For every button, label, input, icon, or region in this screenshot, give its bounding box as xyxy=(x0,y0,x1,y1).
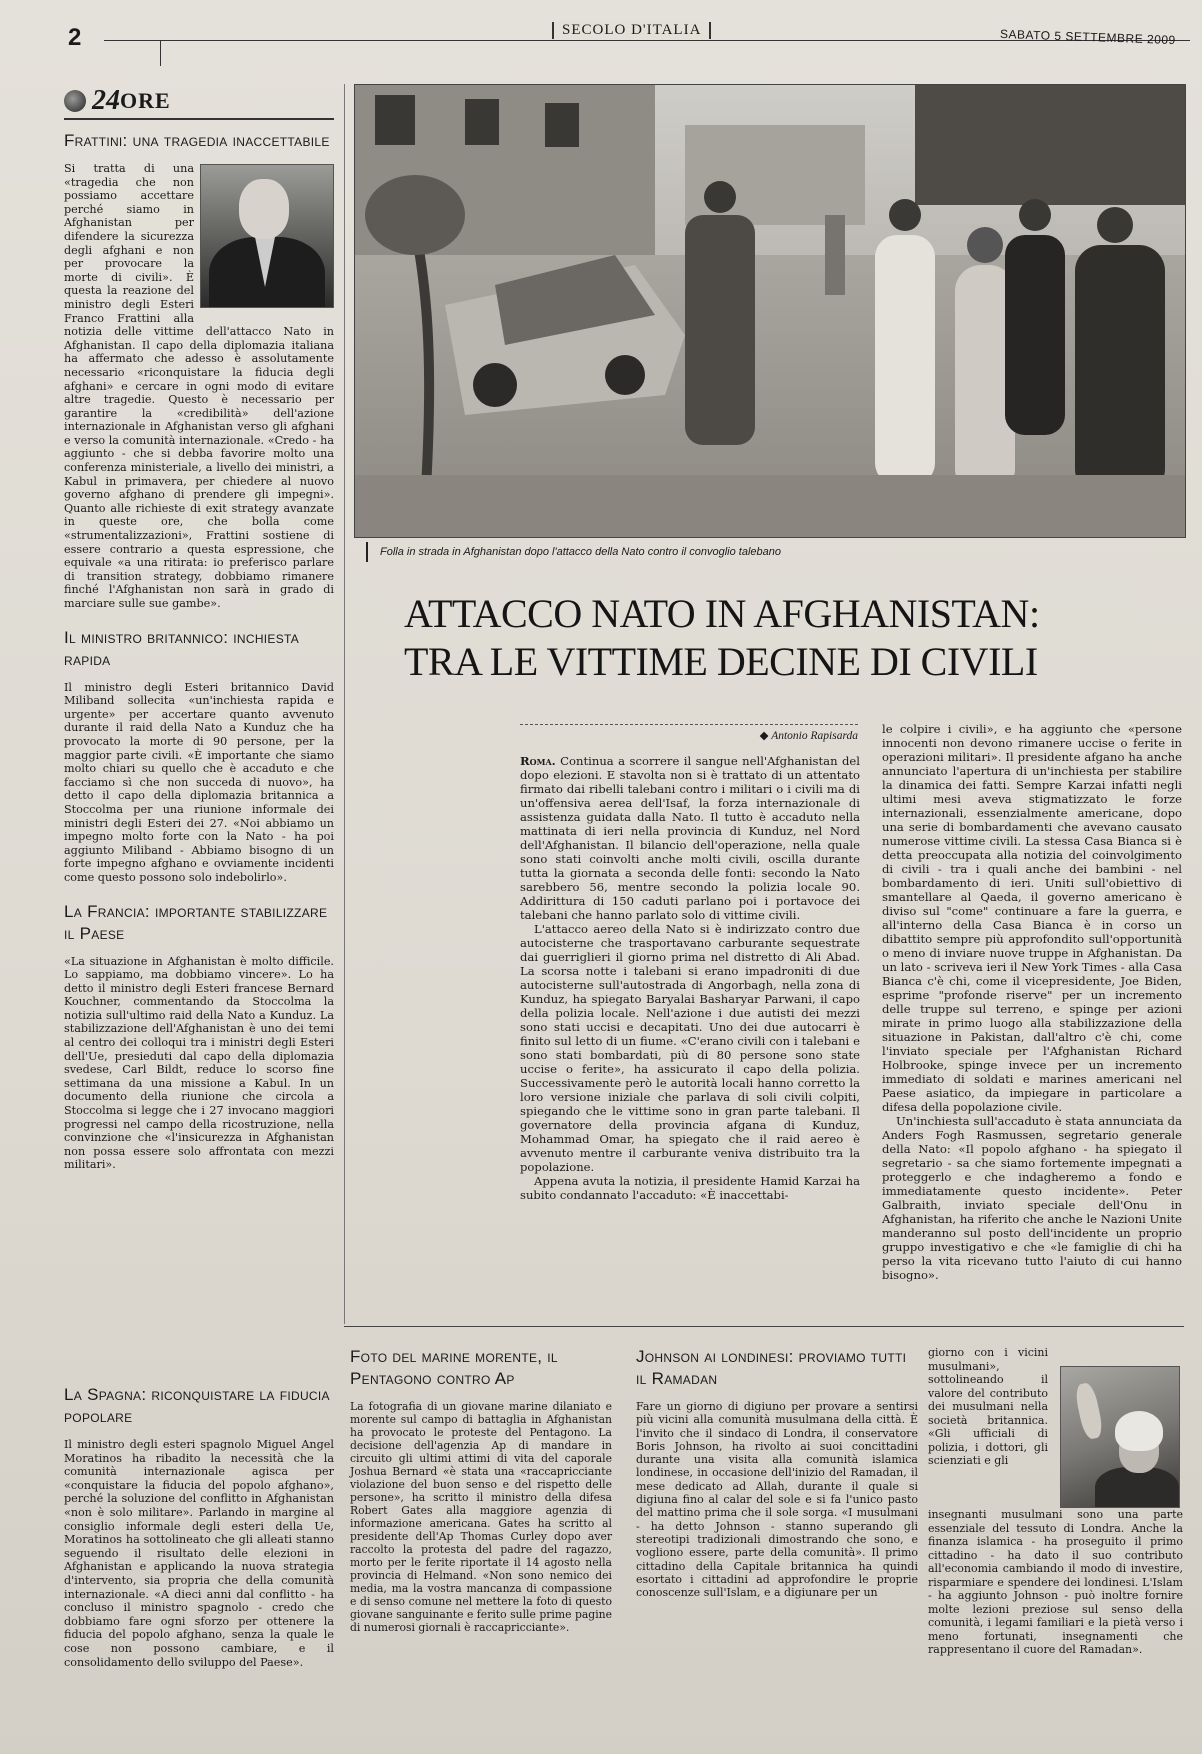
article-paragraph: Appena avuta la notizia, il presidente Hamid Karzai ha subito condannato l'accaduto: «È inaccettabi- xyxy=(520,1174,860,1202)
section-body-johnson-cont2: insegnanti musulmani sono una parte essenziale del tessuto di Londra. Anche la finanza islamica - ha proseguito il primo cittadino - ha dato il suo contributo all'economia cambiando il modo di investire, risparmiare e spendere dei londinesi. L'Islam - ha aggiunto Johnson - può inoltre fornire molte lezioni preziose sul senso della comunità, i legami familiari e la pietà verso i meno fortunati, insegnamenti che rappresentano il cuore del Ramadan». xyxy=(928,1508,1183,1656)
diamond-icon: ◆ xyxy=(759,730,769,742)
crowd-street-photo xyxy=(355,85,1185,537)
johnson-article-cont xyxy=(928,1346,1048,1468)
photo-caption: Folla in strada in Afghanistan dopo l'attacco della Nato contro il convoglio talebano xyxy=(366,542,1200,562)
page-number: 2 xyxy=(68,24,82,51)
photo-hair xyxy=(1115,1411,1163,1451)
section-title-britain: Il ministro britannico: inchiesta rapida xyxy=(64,627,300,669)
author-name: Antonio Rapisarda xyxy=(771,730,858,742)
headline-line-1: ATTACCO NATO IN AFGHANISTAN: xyxy=(404,591,1040,636)
masthead xyxy=(60,18,1190,58)
article-paragraph: Un'inchiesta sull'accaduto è stata annunciata da Anders Fogh Rasmussen, segretario generale della Nato: «Il popolo afghano - ha spiegato il segretario - sa che siamo fortemente impegnati a proteggerlo e che indagheremo a fondo e immediatamente questo incidente». Peter Galbraith, inviato speciale dell'Onu in Afghanistan, ha riferito che anche le Nazioni Unite manderanno sul posto dell'incidente un proprio gruppo investigativo e che «le famiglie di chi ha perso la vita ricevano tutto l'aiuto di cui hanno bisogno». xyxy=(882,1114,1182,1282)
johnson-article xyxy=(636,1346,918,1599)
pentagon-article xyxy=(350,1346,612,1634)
column-divider xyxy=(344,84,345,1324)
section-title-frattini: Frattini: una tragedia inaccettabile xyxy=(64,131,330,150)
section-brand xyxy=(64,84,334,120)
section-title-johnson: Johnson ai londinesi: proviamo tutti il Ramadan xyxy=(636,1347,907,1388)
dateline: Roma. xyxy=(520,754,556,768)
section-body-johnson: Fare un giorno di digiuno per provare a sentirsi più vicini alla comunità musulmana della città. È l'invito che il sindaco di Londra, il conservatore Boris Johnson, ha rivolto ai suoi concittadini durante una visita alla comunità islamica londinese, in occasione dell'inizio del Ramadan, il mese dedicato ad Allah, durante il quale si digiuna fino al calar del sole e si fa l'unico pasto del mattino prima che il sole sorga. «I musulmani - ha detto Johnson - stanno superando gli stereotipi tradizionali dimostrando che sono, e vogliono essere, parte della comunità». Il primo cittadino della Capitale britannica ha quindi esortato i cittadini ad approfondire le proprie conoscenze sull'Islam, e a digiunare per un xyxy=(636,1400,918,1600)
section-title-france: La Francia: importante stabilizzare il Paese xyxy=(64,901,328,943)
main-news-photo xyxy=(354,84,1186,538)
section-body-pentagon: La fotografia di un giovane marine dilaniato e morente sul campo di battaglia in Afghanistan ha provocato le proteste del Pentagono. La decisione dell'agenzia Ap di mandare in circuito gli ultimi attimi di vita del caporale Joshua Bernard «è stata una «raccapricciante violazione del buon senso e del rispetto delle persone», ha scritto il ministro della difesa Robert Gates alla maggiore agenzia di informazione americana. Gates ha scritto al presidente dell'Ap Thomas Curley dopo aver raccolto la protesta del padre del ragazzo, morto per le ferite riportate il 14 agosto nella provincia di Helmand. «Non sono nemico dei media, ma la vostra mancanza di compassione e di senso comune nel mettere la foto di questo giovane sanguinante e ferito sulle prime pagine di numerosi giornali è raccapricciante». xyxy=(350,1400,612,1634)
photo-hand xyxy=(1073,1382,1104,1441)
article-paragraph: le colpire i civili», e ha aggiunto che «persone innocenti non devono rimanere uccise o ferite in operazioni militari». Il presidente afgano ha anche annunciato l'apertura di un'inchiesta per stabilire la dinamica dei fatti. Sempre Karzai infatti negli ultimi mesi aveva stigmatizzato le forze internazionali, essenzialmente americane, dopo una serie di bombardamenti che avevano causato numerose vittime civili. La stessa Casa Bianca si è detta preoccupata alla notizia del coinvolgimento di civili - tra i quali anche dei bambini - nel bombardamento di ieri. Uniti sull'obiettivo di smantellare al Qaeda, il governo americano è diviso sul "come" continuare a fare la guerra, e all'interno della Casa Bianca è in corso un dibattito sempre più approfondito sull'opportunità o meno di inviare nuove truppe in Afghanistan. Da un lato - scriveva ieri il New York Times - alla Casa Bianca c'è chi, come il vicepresidente, Joe Biden, esprime "profonde riserve" per un incremento delle truppe sul terreno, e spinge per azioni mirate in primo luogo alla stabilizzazione della situazione in Pakistan, dall'altro c'è chi, come l'inviato speciale per l'Afghanistan Richard Holbrooke, spinge invece per un incremento immediato di soldati e marines americani nel Paese asiatico, da impiegare in particolare a difesa della popolazione civile. xyxy=(882,722,1182,1114)
section-body-frattini: Si tratta di una «tragedia che non possiamo accettare perché siamo in Afghanistan per difendere la sicurezza degli afghani e non per provocare la morte di civili». È questa la reazione del ministro degli Esteri Franco Frattini alla notizia delle vittime dell'attacco Nato in Afghanistan. Il capo della diplomazia italiana ha affermato che adesso è assolutamente necessario «riconquistare la fiducia degli afghani» e cercare in ogni modo di evitare altre tragedie. Questo è necessario per garantire la «credibilità» dell'azione internazionale in Afghanistan verso gli afghani e verso la comunità internazionale. «Credo - ha aggiunto - che si debba favorire molto una conferenza ministeriale, a livello dei ministri, a Kabul in primavera, per chiedere al nuovo governo afghano di prendere gli impegni». Quanto alle richieste di exit strategy avanzate in queste ore, che bolla come «strumentalizzazioni», Frattini sostiene di essere contrario a questa espressione, che equivale «a una ritirata: io preferisco parlare di transition strategy, dobbiamo rimanere finché l'Afghanistan non sarà in grado di marciare sulle sue gambe». xyxy=(64,162,334,610)
section-frattini xyxy=(64,162,334,611)
frattini-photo xyxy=(200,164,334,308)
main-article-col-1 xyxy=(520,754,860,1202)
section-body-britain: Il ministro degli Esteri britannico David Miliband sollecita «un'inchiesta rapida e urgente» per accertare quanto avvenuto durante il raid della Nato a Kunduz che ha provocato la morte di 90 persone, per la maggior parte civili. «È importante che siamo molto chiari su quello che è accaduto e che facciamo sì che non succeda di nuovo», ha detto il capo della diplomazia britannica a Stoccolma per una riunione informale dei ministri degli Esteri dei 27. «Noi abbiamo un impegno molto forte con la Nato - ha poi aggiunto Miliband - Abbiamo bisogno di un forte impegno afghano e ovviamente incidenti come questo possono solo indebolirlo». xyxy=(64,680,334,884)
section-body-france: «La situazione in Afghanistan è molto difficile. Lo sappiamo, ma dobbiamo vincere». Lo ha detto il ministro degli Esteri francese Bernard Kouchner, commentando da Stoccolma la notizia sull'ultimo raid della Nato a Kunduz. La stabilizzazione dell'Afghanistan è uno dei temi al centro dei colloqui tra i ministri degli Esteri dell'Ue, presieduti dal capo della diplomazia svedese, Carl Bildt, reduce lo scorso fine settimana da una missione a Kabul. In un documento della riunione che circola a Stoccolma si legge che i 27 invocano maggiori progressi nel campo della ricostruzione, nella convinzione che «l'insicurezza in Afghanistan non possa essere solo affrontata con mezzi militari». xyxy=(64,954,334,1172)
globe-icon xyxy=(64,90,86,112)
article-paragraph xyxy=(520,754,860,922)
johnson-photo xyxy=(1060,1366,1180,1508)
article-paragraph: L'attacco aereo della Nato si è indirizzato contro due autocisterne che trasportavano carburante sequestrate dai guerriglieri il giorno prima nel distretto di Ali Abad. La scorsa notte i talebani si erano impadroniti di due autocisterne sull'autostrada di Angorbagh, nella zona di Kunduz, ha spiegato Baryalai Basharyar Parwani, il capo della polizia locale. Nell'azione i due autisti dei mezzi sono stati uccisi e decapitati. Uno dei due autocarri è finito sul letto di un fiume. «C'erano civili con i talebani e sono stati bombardati, più di 80 persone sono state uccise o ferite», ha assicurato il capo della polizia. Successivamente però le autorità locali hanno corretto la loro versione iniziale che parlava di soli civili colpiti, spiegando che le vittime sono in gran parte talebani. Il governatore della provincia afgana di Kunduz, Mohammad Omar, ha spiegato che il raid aereo è avvenuto mentre il carburante veniva distribuito tra la popolazione. xyxy=(520,922,860,1174)
section-title-pentagon: Foto del marine morente, il Pentagono contro Ap xyxy=(350,1347,558,1388)
section-body-spain: Il ministro degli esteri spagnolo Miguel Angel Moratinos ha ribadito la necessità che la comunità internazionale agisca per «conquistare la fiducia del popolo afghano», perché la soluzione del conflitto in Afghanistan «non è solo militare». Parlando in margine al consiglio informale degli esteri della Ue, Moratinos ha sottolineato che gli alleati stanno seguendo il risultato delle elezioni in Afghanistan e applicando la nuova strategia d'intervento, sia propria che della comunità internazionale. «A dieci anni dal conflitto - ha concluso il ministro spagnolo - credo che dobbiamo fare ogni sforzo per ottenere la fiducia del popolo afghano, senza la quale le cose non possono cambiare, e il consolidamento dello sviluppo del Paese». xyxy=(64,1438,334,1669)
spain-article xyxy=(64,1368,334,1669)
brand-word: ORE xyxy=(120,88,171,113)
section-body-johnson-cont: giorno con i vicini musulmani», sottolineando il valore del contributo dei musulmani nella società britannica. «Gli ufficiali di polizia, i dottori, gli scienziati e gli xyxy=(928,1346,1048,1467)
byline xyxy=(520,724,858,742)
photo-head xyxy=(239,179,289,239)
news-sidebar xyxy=(64,84,334,1172)
bottom-section-rule xyxy=(344,1326,1184,1327)
newspaper-name: SECOLO D'ITALIA xyxy=(552,22,711,39)
masthead-divider xyxy=(160,40,161,66)
main-article-col-2 xyxy=(882,722,1182,1282)
article-text: Continua a scorrere il sangue nell'Afghanistan del dopo elezioni. E stavolta non si è trattato di un attentato firmato dai ribelli talebani contro i militari o i civili ma di un'offensiva aerea dell'Isaf, la forza internazionale di assistenza guidata dalla Nato. Il tutto è accaduto nella mattinata di ieri nella provincia di Kunduz, nel Nord dell'Afghanistan. Il bilancio dell'operazione, nella quale sono stati coinvolti anche molti civili, oscilla durante tutta la giornata a seconda delle fonti: secondo la Nato sarebbero 56, mentre secondo la polizia locale 90. Addirittura di 150 caduti parlano poi i portavoce dei talebani che hanno parlato solo di vittime civili. xyxy=(520,754,860,922)
photo-body xyxy=(1095,1467,1179,1508)
brand-number: 24 xyxy=(92,85,120,116)
publication-date: SABATO 5 SETTEMBRE 2009 xyxy=(1000,26,1177,48)
johnson-article-cont-2 xyxy=(928,1508,1183,1657)
main-headline xyxy=(404,590,1194,686)
section-title-spain: La Spagna: riconquistare la fiducia popolare xyxy=(64,1385,330,1426)
headline-line-2: TRA LE VITTIME DECINE DI CIVILI xyxy=(404,639,1038,684)
